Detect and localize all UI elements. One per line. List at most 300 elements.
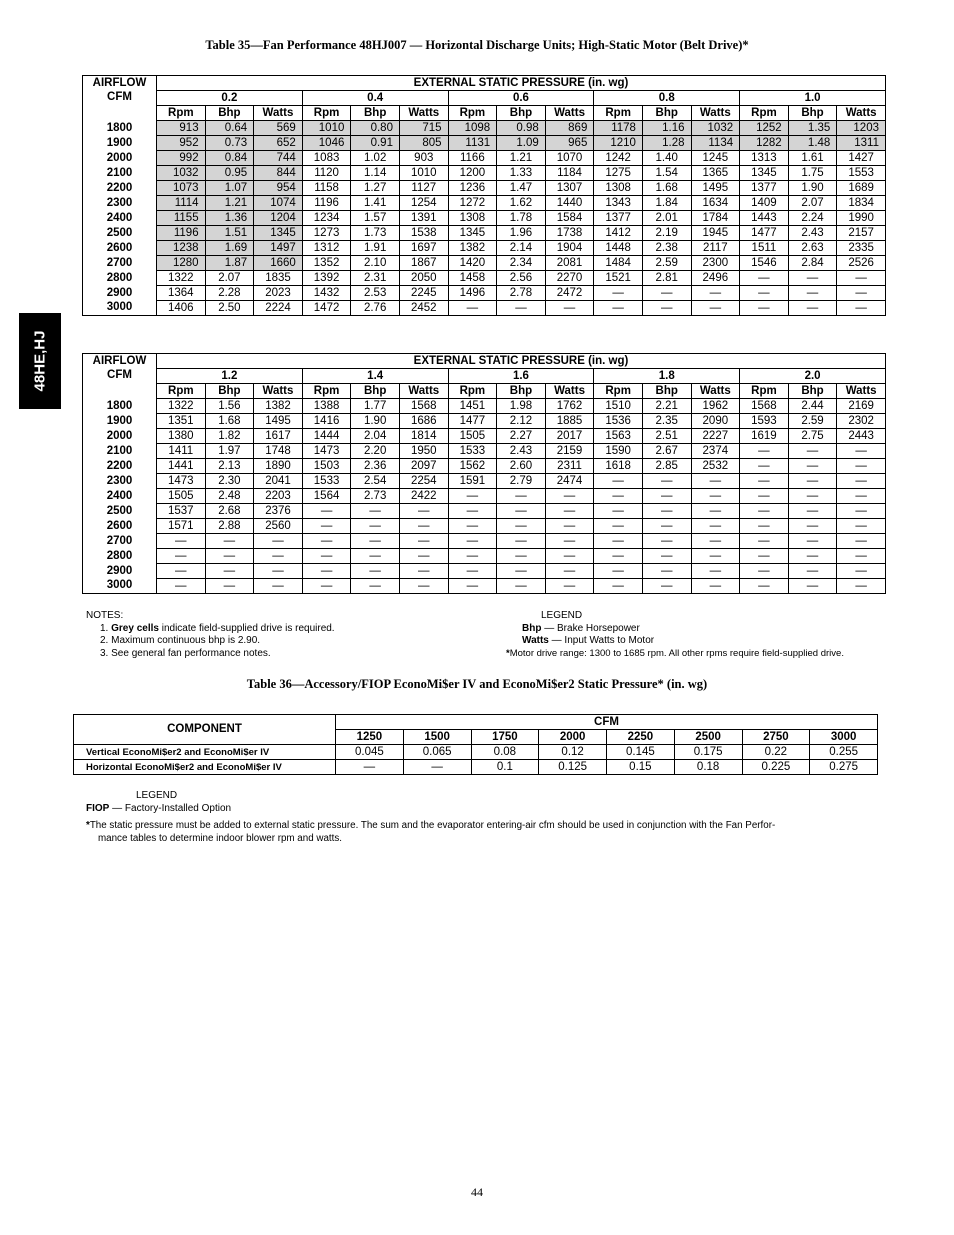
value-cell: — (740, 579, 789, 594)
value-cell: 2474 (545, 474, 594, 489)
subheader-cell: Watts (691, 384, 740, 399)
cfm-cell: 2000 (83, 429, 157, 444)
value-cell: 2.63 (788, 241, 837, 256)
value-cell: 1252 (740, 121, 789, 136)
value-cell: 1473 (157, 474, 206, 489)
legend-block (506, 610, 886, 660)
value-cell: 1.36 (205, 211, 254, 226)
value-cell: 1503 (302, 459, 351, 474)
value-cell: — (545, 519, 594, 534)
pressure-row (83, 91, 886, 106)
value-cell: — (157, 549, 206, 564)
table-row (83, 271, 886, 286)
value-cell: — (691, 504, 740, 519)
value-cell: 2.19 (642, 226, 691, 241)
value-cell: 1409 (740, 196, 789, 211)
note-1 (86, 623, 335, 636)
value-cell: 2.35 (642, 414, 691, 429)
value-cell: — (837, 549, 886, 564)
pressure-header: 0.6 (448, 91, 594, 106)
value-cell: 1458 (448, 271, 497, 286)
value-cell: 1311 (837, 136, 886, 151)
value-cell: — (205, 579, 254, 594)
value-cell: — (788, 534, 837, 549)
value-cell: 1322 (157, 399, 206, 414)
value-cell: — (157, 534, 206, 549)
value-cell: 2.48 (205, 489, 254, 504)
value-cell: 1564 (302, 489, 351, 504)
cfm-cell: 2200 (83, 181, 157, 196)
value-cell: 965 (545, 136, 594, 151)
value-cell: — (788, 549, 837, 564)
value-cell: 1593 (740, 414, 789, 429)
value-cell: 2.24 (788, 211, 837, 226)
value-cell: 2245 (399, 286, 448, 301)
cfm-cell: 1800 (83, 399, 157, 414)
value-cell: 2.12 (497, 414, 546, 429)
subheader-cell: Rpm (448, 106, 497, 121)
value-cell: — (691, 534, 740, 549)
table-row (83, 504, 886, 519)
value-cell: — (302, 534, 351, 549)
pressure-row (83, 369, 886, 384)
value-cell: — (642, 489, 691, 504)
value-cell: 1.87 (205, 256, 254, 271)
value-cell: 2097 (399, 459, 448, 474)
table36-legend-fiop (86, 802, 886, 815)
watts-def: — Input Watts to Motor (551, 635, 655, 646)
subheader-cell: Watts (691, 106, 740, 121)
value-cell: 1.68 (642, 181, 691, 196)
header-row (83, 354, 886, 369)
value-cell: — (691, 519, 740, 534)
value-cell: 1.56 (205, 399, 254, 414)
table-row (83, 519, 886, 534)
value-cell: 1.35 (788, 121, 837, 136)
value-cell: — (642, 579, 691, 594)
value-cell: 2.21 (642, 399, 691, 414)
value-cell: 1238 (157, 241, 206, 256)
value-cell: 0.15 (607, 760, 675, 775)
value-cell: — (788, 271, 837, 286)
value-cell: — (740, 564, 789, 579)
cfm-cell: 2600 (83, 519, 157, 534)
value-cell: 1511 (740, 241, 789, 256)
table-row (83, 489, 886, 504)
comp-header-row (74, 715, 878, 730)
value-cell: 1234 (302, 211, 351, 226)
value-cell: — (642, 519, 691, 534)
cfm-header: 2500 (674, 730, 742, 745)
value-cell: 1.09 (497, 136, 546, 151)
cfm-cell: 2600 (83, 241, 157, 256)
value-cell: 2.67 (642, 444, 691, 459)
value-cell: 1.97 (205, 444, 254, 459)
value-cell: 2.59 (642, 256, 691, 271)
value-cell: 2.10 (351, 256, 400, 271)
value-cell: 1521 (594, 271, 643, 286)
value-cell: — (837, 459, 886, 474)
value-cell: 2159 (545, 444, 594, 459)
value-cell: 2.31 (351, 271, 400, 286)
value-cell: 1536 (594, 414, 643, 429)
value-cell: — (594, 286, 643, 301)
value-cell: 1351 (157, 414, 206, 429)
value-cell: — (691, 564, 740, 579)
note-1-bold: Grey cells (111, 622, 159, 634)
value-cell: — (788, 579, 837, 594)
value-cell: 0.125 (539, 760, 607, 775)
value-cell: 744 (254, 151, 303, 166)
value-cell: 2.14 (497, 241, 546, 256)
value-cell: 1505 (448, 429, 497, 444)
value-cell: 1.48 (788, 136, 837, 151)
value-cell: 2.78 (497, 286, 546, 301)
cfm-cell: 1800 (83, 121, 157, 136)
value-cell: 2.54 (351, 474, 400, 489)
value-cell: 1427 (837, 151, 886, 166)
cfm-cell: 2900 (83, 564, 157, 579)
cfm-header: 1500 (403, 730, 471, 745)
value-cell: 992 (157, 151, 206, 166)
value-cell: — (788, 286, 837, 301)
subheader-cell: Rpm (740, 106, 789, 121)
note-1-text: indicate field-supplied drive is required. (161, 622, 335, 634)
economizer-static-pressure-table (73, 714, 878, 775)
value-cell: 0.98 (497, 121, 546, 136)
value-cell: 2.50 (205, 301, 254, 316)
value-cell: — (302, 504, 351, 519)
cfm-cell: 2700 (83, 534, 157, 549)
value-cell: 1835 (254, 271, 303, 286)
value-cell: 2300 (691, 256, 740, 271)
value-cell: — (788, 444, 837, 459)
value-cell: 1.98 (497, 399, 546, 414)
value-cell: 1571 (157, 519, 206, 534)
value-cell: 0.22 (742, 745, 810, 760)
value-cell: — (691, 474, 740, 489)
value-cell: 1280 (157, 256, 206, 271)
value-cell: 1.91 (351, 241, 400, 256)
value-cell: — (642, 286, 691, 301)
cfm-cell: 2800 (83, 549, 157, 564)
subheader-cell: Bhp (788, 106, 837, 121)
value-cell: — (497, 549, 546, 564)
value-cell: — (788, 504, 837, 519)
value-cell: 1010 (302, 121, 351, 136)
value-cell: — (740, 301, 789, 316)
value-cell: — (351, 534, 400, 549)
value-cell: 1131 (448, 136, 497, 151)
value-cell: 1.90 (788, 181, 837, 196)
value-cell: 0.145 (607, 745, 675, 760)
value-cell: 1155 (157, 211, 206, 226)
value-cell: — (740, 489, 789, 504)
table-row (83, 181, 886, 196)
value-cell: — (788, 564, 837, 579)
table36-footnote (86, 819, 886, 832)
value-cell: — (837, 534, 886, 549)
value-cell: 952 (157, 136, 206, 151)
value-cell: — (740, 459, 789, 474)
value-cell: 1990 (837, 211, 886, 226)
watts-term: Watts (522, 635, 549, 646)
value-cell: 2.75 (788, 429, 837, 444)
value-cell: — (788, 489, 837, 504)
value-cell: 1200 (448, 166, 497, 181)
value-cell: 2.56 (497, 271, 546, 286)
pressure-header: 1.2 (157, 369, 303, 384)
value-cell: 1584 (545, 211, 594, 226)
table-row (83, 166, 886, 181)
value-cell: — (448, 489, 497, 504)
table-row (83, 121, 886, 136)
subheader-cell: Bhp (497, 106, 546, 121)
value-cell: 1416 (302, 414, 351, 429)
subheader-cell: Bhp (205, 106, 254, 121)
table-row (83, 549, 886, 564)
value-cell: 1308 (448, 211, 497, 226)
value-cell: — (497, 519, 546, 534)
esp-label: EXTERNAL STATIC PRESSURE (in. wg) (157, 354, 886, 369)
fan-performance-table-1 (82, 75, 886, 316)
value-cell: — (740, 271, 789, 286)
pressure-header: 1.8 (594, 369, 740, 384)
value-cell: 1388 (302, 399, 351, 414)
subheader-cell: Bhp (351, 384, 400, 399)
value-cell: 2443 (837, 429, 886, 444)
cfm-cell: 2800 (83, 271, 157, 286)
value-cell: — (448, 519, 497, 534)
value-cell: — (205, 549, 254, 564)
cfm-cell: 2100 (83, 166, 157, 181)
cfm-cell: 3000 (83, 301, 157, 316)
table-row (83, 136, 886, 151)
value-cell: 2.07 (205, 271, 254, 286)
subheader-cell: Watts (837, 384, 886, 399)
value-cell: 1210 (594, 136, 643, 151)
table36-legend-heading: LEGEND (136, 790, 178, 801)
cfm-cell: 2500 (83, 504, 157, 519)
value-cell: 1568 (740, 399, 789, 414)
table-row (74, 745, 878, 760)
value-cell: 0.64 (205, 121, 254, 136)
value-cell: — (497, 301, 546, 316)
value-cell: 1568 (399, 399, 448, 414)
value-cell: 1762 (545, 399, 594, 414)
value-cell: — (497, 534, 546, 549)
notes-heading: NOTES: (86, 610, 124, 621)
value-cell: — (399, 579, 448, 594)
subheader-cell: Watts (399, 106, 448, 121)
value-cell: — (399, 549, 448, 564)
value-cell: — (448, 564, 497, 579)
table36-footnote-line1: The static pressure must be added to external static pressure. The sum and the evaporator entering-air cfm should be used in conjunction with the Fan Perfor- (89, 820, 776, 831)
cfm-cell: 2300 (83, 474, 157, 489)
value-cell: — (740, 534, 789, 549)
subheader-cell: Watts (254, 106, 303, 121)
value-cell: 1660 (254, 256, 303, 271)
value-cell: 2050 (399, 271, 448, 286)
airflow-label: AIRFLOW (83, 354, 157, 369)
table-row (83, 211, 886, 226)
value-cell: 1365 (691, 166, 740, 181)
legend-heading: LEGEND (541, 610, 583, 621)
value-cell: 2.85 (642, 459, 691, 474)
value-cell: — (837, 301, 886, 316)
value-cell: 1472 (302, 301, 351, 316)
value-cell: — (594, 534, 643, 549)
value-cell: 1.21 (205, 196, 254, 211)
table-row (83, 429, 886, 444)
fiop-def: — Factory-Installed Option (112, 803, 232, 814)
value-cell: — (448, 549, 497, 564)
value-cell: 2560 (254, 519, 303, 534)
value-cell: — (157, 564, 206, 579)
value-cell: — (545, 504, 594, 519)
value-cell: 1962 (691, 399, 740, 414)
subheader-cell: Bhp (642, 384, 691, 399)
value-cell: 1451 (448, 399, 497, 414)
value-cell: — (497, 579, 546, 594)
table-row (83, 414, 886, 429)
value-cell: 1538 (399, 226, 448, 241)
value-cell: 1275 (594, 166, 643, 181)
table36-footnote-line2: mance tables to determine indoor blower rpm and watts. (98, 833, 342, 844)
value-cell: — (594, 579, 643, 594)
value-cell: — (837, 489, 886, 504)
subheader-cell: Bhp (497, 384, 546, 399)
value-cell: 844 (254, 166, 303, 181)
value-cell: 1686 (399, 414, 448, 429)
value-cell: 1.14 (351, 166, 400, 181)
value-cell: 0.73 (205, 136, 254, 151)
value-cell: 1120 (302, 166, 351, 181)
value-cell: 1412 (594, 226, 643, 241)
value-cell: — (448, 504, 497, 519)
value-cell: 1273 (302, 226, 351, 241)
value-cell: — (448, 534, 497, 549)
value-cell: 1010 (399, 166, 448, 181)
value-cell: 2374 (691, 444, 740, 459)
subheader-cell: Bhp (642, 106, 691, 121)
value-cell: 2302 (837, 414, 886, 429)
value-cell: 2.34 (497, 256, 546, 271)
value-cell: 0.91 (351, 136, 400, 151)
value-cell: 1432 (302, 286, 351, 301)
value-cell: — (351, 579, 400, 594)
value-cell: — (691, 301, 740, 316)
value-cell: 2.59 (788, 414, 837, 429)
value-cell: 1322 (157, 271, 206, 286)
footnote-mark: * (506, 647, 510, 659)
value-cell: — (399, 534, 448, 549)
value-cell: 2090 (691, 414, 740, 429)
cfm-header: 2250 (607, 730, 675, 745)
value-cell: 2.51 (642, 429, 691, 444)
value-cell: 2227 (691, 429, 740, 444)
value-cell: — (545, 564, 594, 579)
subheader-cell: Rpm (157, 384, 206, 399)
pressure-header: 1.0 (740, 91, 886, 106)
value-cell: 2254 (399, 474, 448, 489)
value-cell: — (740, 286, 789, 301)
side-tab (19, 313, 61, 409)
value-cell: — (837, 579, 886, 594)
cfm-header: 1250 (336, 730, 404, 745)
table-row (83, 226, 886, 241)
value-cell: 2.84 (788, 256, 837, 271)
value-cell: 2.79 (497, 474, 546, 489)
value-cell: 1313 (740, 151, 789, 166)
value-cell: 1312 (302, 241, 351, 256)
value-cell: 1.33 (497, 166, 546, 181)
footnote-text: Motor drive range: 1300 to 1685 rpm. All other rpms require field-supplied drive. (509, 647, 844, 659)
value-cell: — (691, 579, 740, 594)
value-cell: 0.225 (742, 760, 810, 775)
value-cell: 1046 (302, 136, 351, 151)
value-cell: 1114 (157, 196, 206, 211)
value-cell: 1391 (399, 211, 448, 226)
value-cell: — (545, 579, 594, 594)
value-cell: — (837, 519, 886, 534)
value-cell: 2452 (399, 301, 448, 316)
subheader-cell: Watts (254, 384, 303, 399)
value-cell: 1533 (448, 444, 497, 459)
value-cell: 0.275 (810, 760, 878, 775)
table-row (83, 301, 886, 316)
value-cell: 1420 (448, 256, 497, 271)
value-cell: 1591 (448, 474, 497, 489)
value-cell: 2017 (545, 429, 594, 444)
bhp-term: Bhp (522, 622, 542, 634)
value-cell: 0.80 (351, 121, 400, 136)
value-cell: — (642, 301, 691, 316)
note-2: 2. Maximum continuous bhp is 2.90. (100, 635, 261, 646)
value-cell: 2526 (837, 256, 886, 271)
table-row (83, 564, 886, 579)
value-cell: 2157 (837, 226, 886, 241)
value-cell: 1546 (740, 256, 789, 271)
value-cell: — (642, 534, 691, 549)
value-cell: 2.20 (351, 444, 400, 459)
value-cell: — (254, 564, 303, 579)
table36-title: Table 36—Accessory/FIOP EconoMi$er IV and EconoMi$er2 Static Pressure* (in. wg) (246, 677, 708, 691)
value-cell: 1.75 (788, 166, 837, 181)
value-cell: 2041 (254, 474, 303, 489)
value-cell: 1748 (254, 444, 303, 459)
value-cell: — (351, 504, 400, 519)
value-cell: 1.73 (351, 226, 400, 241)
value-cell: 1345 (254, 226, 303, 241)
value-cell: 1345 (740, 166, 789, 181)
cfm-header: 2000 (539, 730, 607, 745)
value-cell: 1204 (254, 211, 303, 226)
pressure-header: 0.4 (302, 91, 448, 106)
page-number: 44 (471, 1185, 483, 1199)
value-cell: 1178 (594, 121, 643, 136)
table-row (83, 444, 886, 459)
value-cell: 1510 (594, 399, 643, 414)
value-cell: 1618 (594, 459, 643, 474)
cfm-header: 1750 (471, 730, 539, 745)
cfm-label: CFM (83, 91, 157, 121)
value-cell: 1634 (691, 196, 740, 211)
subheader-cell: Watts (545, 106, 594, 121)
airflow-label: AIRFLOW (83, 76, 157, 91)
value-cell: 1098 (448, 121, 497, 136)
table-row (74, 760, 878, 775)
